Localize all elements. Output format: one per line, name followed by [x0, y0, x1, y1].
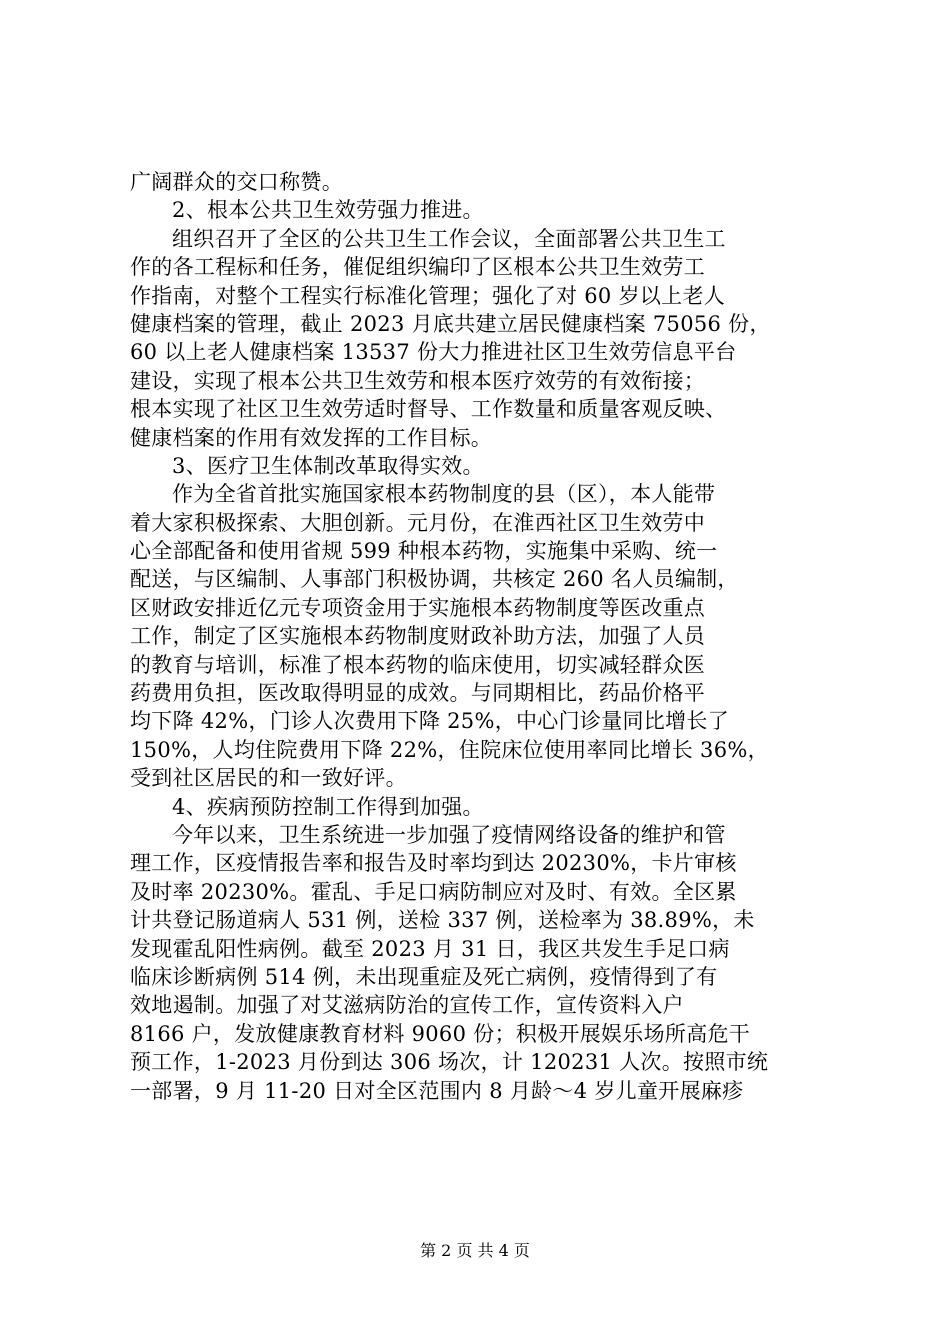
text-line: 受到社区居民的和一致好评。 [130, 766, 407, 791]
text-line: 理工作，区疫情报告率和报告及时率均到达 20230%，卡片审核 [130, 851, 737, 876]
text-line: 3、医疗卫生体制改革取得实效。 [172, 453, 484, 478]
text-line: 计共登记肠道病人 531 例，送检 337 例，送检率为 38.89%，未 [130, 908, 755, 933]
text-line: 着大家积极探索、大胆创新。元月份，在淮西社区卫生效劳中 [130, 510, 706, 535]
text-line: 药费用负担，医改取得明显的成效。与同期相比，药品价格平 [130, 681, 706, 706]
text-line: 临床诊断病例 514 例，未出现重症及死亡病例，疫情得到了有 [130, 964, 718, 989]
text-line: 健康档案的管理，截止 2023 月底共建立居民健康档案 75056 份， [130, 311, 771, 336]
text-line: 作为全省首批实施国家根本药物制度的县（区），本人能带 [172, 482, 716, 507]
text-line: 工作，制定了区实施根本药物制度财政补助方法，加强了人员 [130, 624, 706, 649]
text-line: 作指南，对整个工程实行标准化管理；强化了对 60 岁以上老人 [130, 283, 726, 308]
text-line: 健康档案的作用有效发挥的工作目标。 [130, 425, 493, 450]
text-line: 作的各工程标和任务，催促组织编印了区根本公共卫生效劳工 [130, 255, 706, 280]
text-line: 广阔群众的交口称赞。 [130, 170, 343, 194]
text-line: 及时率 20230%。霍乱、手足口病防制应对及时、有效。全区累 [130, 879, 737, 904]
text-line: 心全部配备和使用省规 599 种根本药物，实施集中采购、统一 [130, 539, 718, 564]
text-line: 一部署，9 月 11-20 日对全区范围内 8 月龄～4 岁儿童开展麻疹 [130, 1078, 744, 1103]
document-body [130, 168, 830, 1105]
text-line: 建设，实现了根本公共卫生效劳和根本医疗效劳的有效衔接； [130, 368, 706, 393]
page-footer: 第 2 页 共 4 页 [420, 1241, 530, 1260]
text-line: 预工作，1-2023 月份到达 306 场次，计 120231 人次。按照市统 [130, 1050, 769, 1075]
text-line: 的教育与培训，标准了根本药物的临床使用，切实减轻群众医 [130, 652, 706, 677]
text-line: 8166 户，发放健康教育材料 9060 份；积极开展娱乐场所高危干 [130, 1021, 751, 1046]
text-line: 根本实现了社区卫生效劳适时督导、工作数量和质量客观反映、 [130, 397, 727, 422]
text-line: 150%，人均住院费用下降 22%，住院床位使用率同比增长 36%， [130, 737, 769, 762]
text-line: 区财政安排近亿元专项资金用于实施根本药物制度等医改重点 [130, 595, 706, 620]
text-line: 组织召开了全区的公共卫生工作会议，全面部署公共卫生工 [172, 226, 726, 251]
text-line: 2、根本公共卫生效劳强力推进。 [172, 198, 484, 223]
text-line: 配送，与区编制、人事部门积极协调，共核定 260 名人员编制， [130, 567, 739, 592]
text-line: 均下降 42%，门诊人次费用下降 25%，中心门诊量同比增长了 [130, 709, 729, 734]
text-line: 60 以上老人健康档案 13537 份大力推进社区卫生效劳信息平台 [130, 340, 737, 365]
text-line: 发现霍乱阳性病例。截至 2023 月 31 日，我区共发生手足口病 [130, 936, 730, 961]
text-line: 效地遏制。加强了对艾滋病防治的宣传工作，宣传资料入户 [130, 993, 684, 1018]
text-line: 今年以来，卫生系统进一步加强了疫情网络设备的维护和管 [172, 822, 726, 847]
text-line: 4、疾病预防控制工作得到加强。 [172, 794, 484, 819]
